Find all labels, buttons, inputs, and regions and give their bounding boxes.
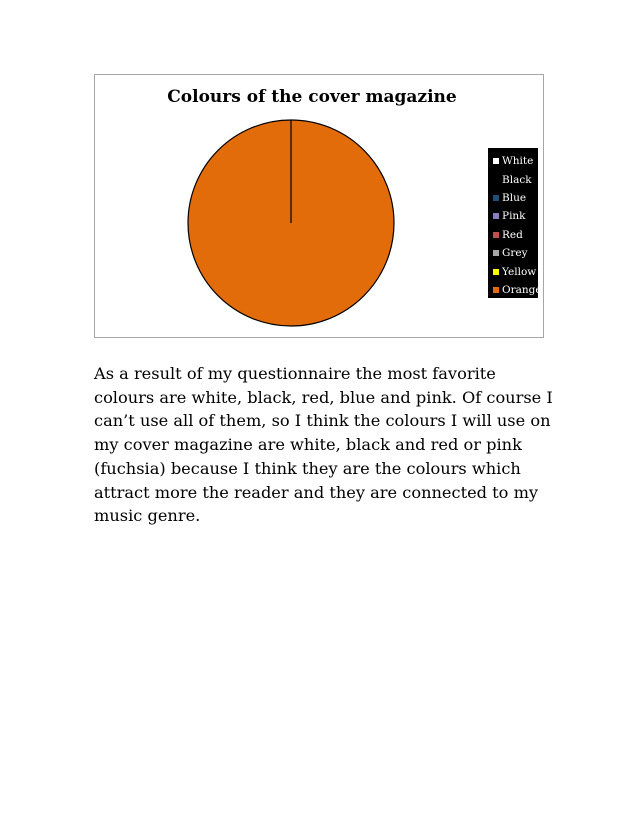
legend-item-blue [488, 189, 538, 207]
legend-label: Black [502, 173, 532, 186]
legend-swatch [493, 158, 499, 164]
paragraph-line: can’t use all of them, so I think the colours I will use on [94, 411, 551, 431]
paragraph-line: music genre. [94, 506, 201, 526]
legend-swatch [493, 232, 499, 238]
chart-legend [488, 148, 542, 298]
legend-item-orange [488, 281, 542, 299]
body-paragraph [94, 362, 553, 528]
paragraph-line: (fuchsia) because I think they are the colours which [94, 458, 521, 478]
paragraph-line: attract more the reader and they are connected to my [94, 482, 539, 502]
legend-label: Blue [502, 191, 527, 204]
legend-swatch [493, 213, 499, 219]
paragraph-line: my cover magazine are white, black and red or pink [94, 435, 522, 455]
legend-item-black [488, 170, 538, 188]
legend-label: Red [502, 228, 523, 241]
legend-swatch [493, 287, 499, 293]
paragraph-line: colours are white, black, red, blue and pink. Of course I [94, 387, 553, 407]
legend-swatch [493, 177, 499, 183]
pie-chart [95, 75, 545, 339]
chart-title: Colours of the cover magazine [167, 87, 457, 107]
legend-label: White [502, 155, 534, 168]
legend-label: Yellow [502, 265, 537, 278]
legend-swatch [493, 195, 499, 201]
legend-label: Pink [502, 210, 526, 223]
legend-item-white [488, 152, 538, 170]
legend-swatch [493, 269, 499, 275]
legend-item-red [488, 226, 538, 244]
paragraph-line: As a result of my questionnaire the most favorite [94, 364, 496, 383]
legend-item-yellow [488, 262, 538, 280]
legend-label: Grey [502, 247, 528, 260]
chart-container [94, 74, 544, 338]
legend-swatch [493, 250, 499, 256]
legend-item-grey [488, 244, 538, 262]
legend-label: Orange [502, 283, 542, 296]
legend-item-pink [488, 207, 538, 225]
